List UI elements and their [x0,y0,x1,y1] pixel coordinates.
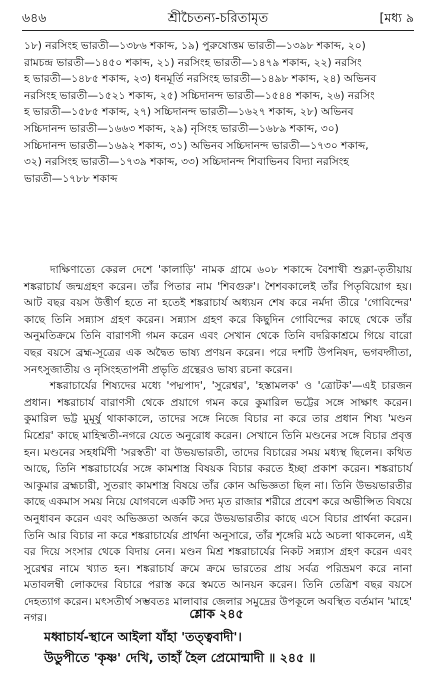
running-title: শ্রীচৈতন্য-চরিতামৃত [167,11,269,26]
lineage-line: হ ভারতী—১৪৮৫ শকাব্দ, ২৩) ধনমূর্তি নরসিংহ ভারতী—১৪৯৮ শকাব্দ, ২৪) অভিনব [24,73,377,86]
verse-number: শ্লোক ২৪৫ [189,606,244,621]
page-number: ৬৪৬ [22,10,47,25]
commentary [24,262,412,627]
verse-line-2: উডুপীতে 'কৃষ্ণ' দেখি, তাহাঁ হৈল প্রেমোন্মাদী ॥ ২৪৫ ॥ [44,650,316,665]
lineage-line: সচ্চিদানন্দ ভারতী—১৬৯২ শকাব্দ, ৩১) অভিনব সচ্চিদানন্দ ভারতী—১৭৩০ শকাব্দ, [24,139,369,152]
lineage-line: নরসিংহ ভারতী—১৫২১ শকাব্দ, ২৫) সচ্চিদানন্দ ভারতী—১৫৪৪ শকাব্দ, ২৬) নরসিং [24,89,375,102]
verse-line-1: মধ্বাচার্য-স্থানে আইলা যাঁহা 'তত্ত্ববাদী'। [44,629,242,644]
lineage-list [24,38,412,187]
page-header [22,8,414,31]
chapter-label: [মধ্য ৯ [379,10,414,25]
lineage-line: ১৮) নরসিংহ ভারতী—১৩৮৬ শকাব্দ, ১৯) পুরুষোত্তম ভারতী—১৩৯৮ শকাব্দ, ২০) [24,40,366,52]
paragraph: দাক্ষিণাত্যে কেরল দেশে 'কালাড়ি' নামক গ্রামে ৬০৮ শকাব্দে বৈশাখী শুক্লা-তৃতীয়ায় শঙ্করাচার্য জন্মগ্রহণ করেন। তাঁর পিতার নাম 'শিবগুরু'। শৈশবকালেই তাঁর পিতৃবিয়োগ হয়। আট বছর বয়স উত্তীর্ণ হতে না হতেই শঙ্করাচার্য অধ্যয়ন শেষ করে নর্মদা তীরে 'গোবিন্দের' কাছে তিনি সন্ন্যাস গ্রহণ করেন। সন্ন্যাস গ্রহণ করে কিছুদিন গোবিন্দের কাছে থেকে তাঁর অনুমতিক্রমে তিনি বারাণসী গমন করেন এবং সেখান থেকে তিনি বদরিকাশ্রমে গিয়ে বারো বছর বয়সে ব্রহ্ম-সূত্রের এক অদ্বৈত ভাষ্য প্রণয়ন করেন। পরে দশটি উপনিষদ, ভগবদ্গীতা, সনৎসুজাতীয় ও নৃসিংহতাপনী প্রভৃতি গ্রন্থেরও ভাষ্য রচনা করেন। [24,264,412,376]
lineage-line: সচ্চিদানন্দ ভারতী—১৬৬৩ শকাব্দ, ২৯) নৃসিংহ ভারতী—১৬৮৯ শকাব্দ, ৩০) [24,122,339,135]
lineage-line: ৩২) নরসিংহ ভারতী—১৭৩৯ শকাব্দ, ৩৩) সচ্চিদানন্দ শিবাভিনব বিদ্যা নরসিংহ [24,156,349,169]
lineage-line: রামচন্দ্র ভারতী—১৪৫০ শকাব্দ, ২১) নরসিংহ ভারতী—১৪৭৯ শকাব্দ, ২২) নরসিং [24,56,362,69]
lineage-line: হ ভারতী—১৫৮৫ শকাব্দ, ২৭) সচ্চিদানন্দ ভারতী—১৬২৭ শকাব্দ, ২৮) অভিনব [24,106,354,119]
lineage-line: ভারতী—১৭৮৮ শকাব্দ [24,172,118,185]
paragraph: শঙ্করাচার্যের শিষ্যদের মধ্যে 'পদ্মপাদ', 'সুরেশ্বর', 'হস্তামলক' ও 'ত্রোটক'—এই চারজন প্রধান। শঙ্করাচার্য বারাণসী থেকে প্রয়াগে গমন করে কুমারিল ভট্টের সঙ্গে সাক্ষাৎ করেন। কুমারিল ভট্ট মুমূর্ষু থাকাকালে, তাদের সঙ্গে নিজে বিচার না করে তার প্রধান শিষ্য 'মণ্ডন মিশ্রের' কাছে মাহিষ্মতী-নগরে যেতে অনুরোধ করেন। সেখানে তিনি মণ্ডনের সঙ্গে বিচার প্রবৃত্ত হন। মণ্ডনের সহধর্মিণী 'সরস্বতী' বা উভয়ভারতী, তাদের বিচারের সময় মধ্যস্থ ছিলেন। কথিত আছে, তিনি শঙ্করাচার্যের সঙ্গে কামশাস্ত্র বিষয়ক বিচার করতে ইচ্ছা প্রকাশ করেন। শঙ্করাচার্য আকুমার ব্রহ্মচারী, সুতরাং কামশাস্ত্র বিষয়ে তাঁর কোন অভিজ্ঞতা ছিল না। তিনি উভয়ভারতীর কাছে একমাস সময় নিয়ে যোগবলে একটি সদ্য মৃত রাজার শরীরে প্রবেশ করে অভীপ্সিত বিষয়ে অনুধাবন করেন এবং অভিজ্ঞতা অর্জন করে উভয়ভারতীর কাছে এসে বিচার প্রার্থনা করেন। তিনি আর বিচার না করে শঙ্করাচার্যের প্রার্থনা অনুসারে, তাঁর শৃঙ্গেরি মঠে অচলা থাকলেন, এই বর দিয়ে সংসার থেকে বিদায় নেন। মণ্ডন মিশ্র শঙ্করাচার্যের নিকট সন্ন্যাস গ্রহণ করেন এবং সুরেশ্বর নামে খ্যাত হন। শঙ্করাচার্য ক্রমে ক্রমে ভারতের প্রায় সর্বত্র পরিভ্রমণ করে নানা মতাবলম্বী লোকদের বিচারে পরাস্ত করে স্বমতে আনয়ন করেন। তিনি তেত্রিশ বছর বয়সে দেহত্যাগ করেন। মৎসতীর্থ সম্ভবতঃ মালাবার জেলার সমুদ্রের উপকূলে অবস্থিত বর্তমান 'মাহে' নগর। [24,380,412,625]
